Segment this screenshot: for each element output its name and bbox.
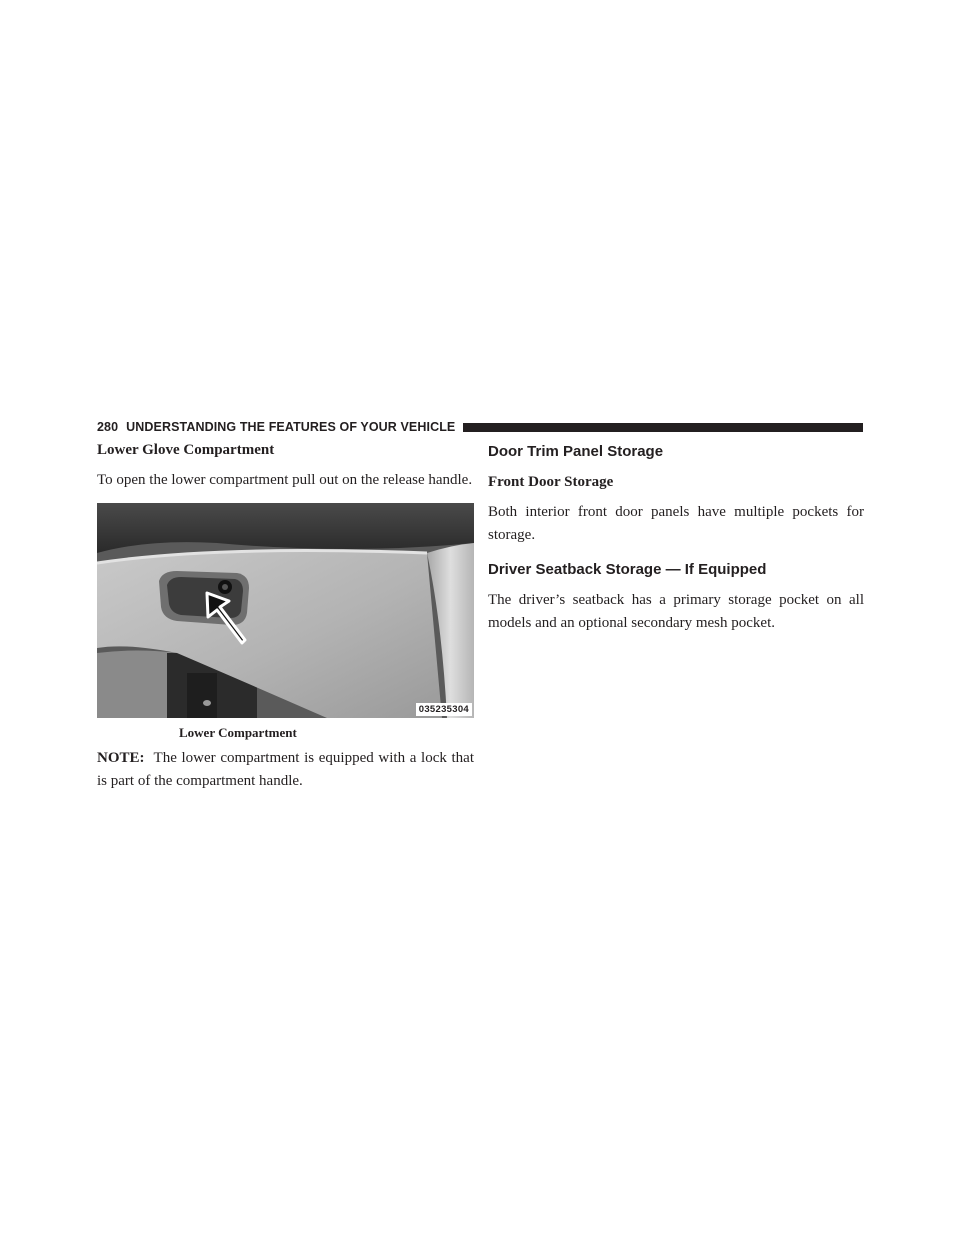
note-paragraph xyxy=(97,747,474,793)
page-number: 280 xyxy=(97,420,119,434)
front-door-storage-text: Both interior front door panels have multiple pockets for storage. xyxy=(488,504,864,543)
lower-compartment-figure xyxy=(97,503,474,718)
figure-code: 035235304 xyxy=(416,703,472,716)
chapter-title: UNDERSTANDING THE FEATURES OF YOUR VEHICLE xyxy=(126,420,456,434)
glove-compartment-photo xyxy=(97,503,474,718)
header-rule xyxy=(463,423,863,432)
note-text: The lower compartment is equipped with a lock that is part of the compartment handle. xyxy=(97,750,474,789)
figure-caption: Lower Compartment xyxy=(179,725,297,740)
driver-seatback-storage-text: The driver’s seatback has a primary storage pocket on all models and an optional secondary mesh pocket. xyxy=(488,592,864,631)
front-door-storage-heading: Front Door Storage xyxy=(488,474,614,490)
note-label: NOTE: xyxy=(97,750,145,766)
door-trim-panel-storage-heading: Door Trim Panel Storage xyxy=(488,443,664,460)
right-column xyxy=(488,440,864,635)
page-header xyxy=(97,418,863,436)
lower-compartment-intro: To open the lower compartment pull out on the release handle. xyxy=(97,472,473,488)
lower-glove-compartment-heading: Lower Glove Compartment xyxy=(97,442,275,458)
driver-seatback-storage-heading: Driver Seatback Storage — If Equipped xyxy=(488,561,767,578)
left-column xyxy=(97,440,474,793)
